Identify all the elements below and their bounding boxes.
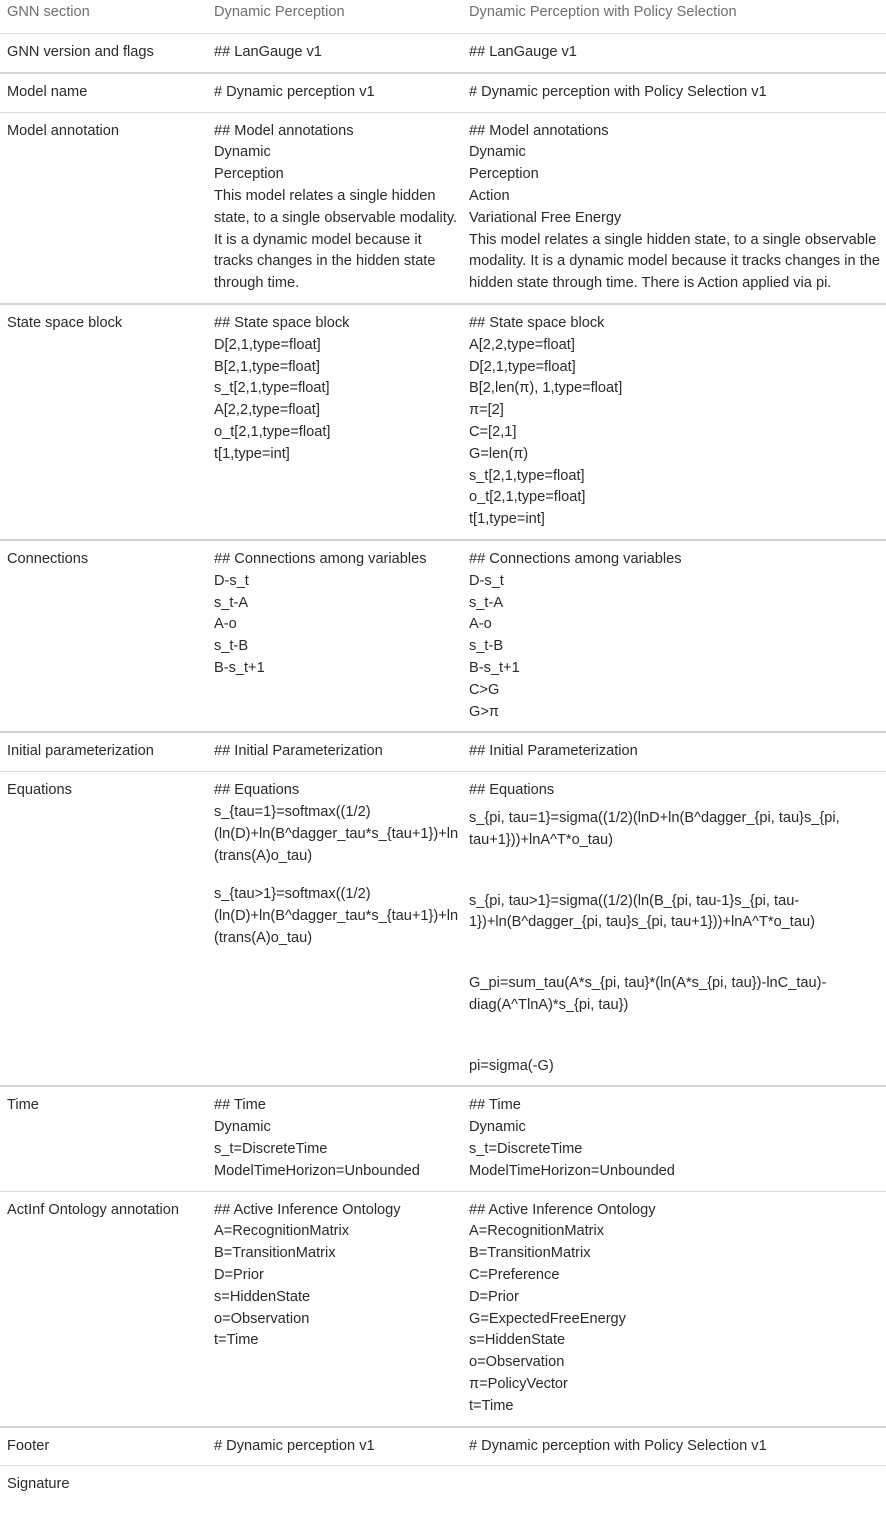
text-line: G>π bbox=[469, 703, 499, 720]
cell-dp bbox=[207, 540, 462, 732]
text-line: o=Observation bbox=[214, 1310, 310, 1327]
text-line: B=TransitionMatrix bbox=[214, 1245, 336, 1262]
text-line: ## State space block bbox=[469, 314, 605, 331]
text-line: t=Time bbox=[214, 1332, 259, 1349]
row-annotation bbox=[0, 112, 886, 304]
cell-dps bbox=[462, 304, 886, 540]
text-line: ## Active Inference Ontology bbox=[214, 1201, 401, 1218]
cell-dps bbox=[462, 1086, 886, 1191]
cell-dps: ## LanGauge v1 bbox=[469, 44, 577, 60]
cell-dp bbox=[207, 112, 462, 304]
row-connections bbox=[0, 540, 886, 732]
row-label: State space block bbox=[7, 314, 123, 331]
header-gnn-section: GNN section bbox=[7, 4, 90, 20]
cell-dps: ## Initial Parameterization bbox=[469, 743, 638, 760]
row-label: Model annotation bbox=[7, 122, 119, 139]
text-line: D=Prior bbox=[214, 1267, 264, 1284]
text-line: ## Active Inference Ontology bbox=[469, 1201, 656, 1218]
cell-dp bbox=[207, 1086, 462, 1191]
header-row bbox=[0, 0, 886, 34]
text-line: s_t-B bbox=[214, 638, 249, 655]
cell-dps bbox=[462, 112, 886, 304]
text-line: s_t-A bbox=[214, 594, 249, 611]
cell-dp: # Dynamic perception v1 bbox=[214, 83, 375, 100]
text-line: Dynamic bbox=[214, 1119, 271, 1136]
row-model-name bbox=[0, 73, 886, 112]
row-version bbox=[0, 34, 886, 73]
cell-dp: ## LanGauge v1 bbox=[214, 44, 322, 60]
text-line: Dynamic bbox=[214, 144, 271, 161]
equation: s_{pi, tau=1}=sigma((1/2)(lnD+ln(B^dagger_{pi, tau}s_{pi, tau+1}))+lnA^T*o_tau) bbox=[469, 809, 840, 848]
row-label: Equations bbox=[7, 782, 72, 799]
row-label: Connections bbox=[7, 550, 89, 567]
text-line: ## Model annotations bbox=[469, 122, 609, 139]
text-line: t=Time bbox=[469, 1397, 514, 1414]
row-label: Model name bbox=[7, 83, 88, 100]
text-line: G=len(π) bbox=[469, 445, 529, 462]
text-line: t[1,type=int] bbox=[214, 445, 290, 462]
text-line: s_t=DiscreteTime bbox=[214, 1141, 328, 1158]
text-line: ## Time bbox=[469, 1097, 521, 1114]
row-footer bbox=[0, 1427, 886, 1466]
text-line: D-s_t bbox=[214, 572, 249, 589]
text-line: A-o bbox=[469, 616, 492, 633]
text-line: ## Equations bbox=[469, 782, 555, 799]
row-label: ActInf Ontology annotation bbox=[7, 1201, 179, 1218]
text-line: t[1,type=int] bbox=[469, 511, 545, 528]
cell-dp: # Dynamic perception v1 bbox=[214, 1437, 375, 1454]
text-line: o_t[2,1,type=float] bbox=[469, 489, 586, 506]
cell-dp: ## Initial Parameterization bbox=[214, 743, 383, 760]
row-state-space bbox=[0, 304, 886, 540]
text-line: ModelTimeHorizon=Unbounded bbox=[214, 1162, 420, 1179]
header-dynamic-perception: Dynamic Perception bbox=[214, 4, 345, 20]
header-dynamic-perception-policy: Dynamic Perception with Policy Selection bbox=[469, 4, 737, 20]
text-line: D-s_t bbox=[469, 572, 504, 589]
cell-dps: # Dynamic perception with Policy Selection v1 bbox=[469, 83, 767, 100]
text-line: s_t-B bbox=[469, 638, 504, 655]
text-line: B-s_t+1 bbox=[469, 659, 520, 676]
text-line: G=ExpectedFreeEnergy bbox=[469, 1310, 626, 1327]
text-line: Perception bbox=[469, 166, 539, 183]
text-line: C>G bbox=[469, 681, 500, 698]
cell-dps bbox=[462, 1191, 886, 1426]
equation: s_{pi, tau>1}=sigma((1/2)(ln(B_{pi, tau-1}s_{pi, tau-1})+ln(B^dagger_{pi, tau}s_{pi, tau+1}))+lnA^T*o_tau) bbox=[469, 892, 815, 931]
text-line: D[2,1,type=float] bbox=[469, 358, 576, 375]
text-line: ModelTimeHorizon=Unbounded bbox=[469, 1162, 675, 1179]
spacer bbox=[469, 1017, 886, 1056]
text-line: ## Time bbox=[214, 1097, 266, 1114]
equation: s_{tau=1}=softmax((1/2)(ln(D)+ln(B^dagger_tau*s_{tau+1})+ln(trans(A)o_tau) bbox=[214, 803, 459, 864]
text-line: ## Connections among variables bbox=[214, 550, 427, 567]
text-line: s=HiddenState bbox=[469, 1332, 566, 1349]
row-initial-parameterization bbox=[0, 732, 886, 771]
text-line: π=PolicyVector bbox=[469, 1376, 568, 1393]
text-line: A=RecognitionMatrix bbox=[214, 1223, 350, 1240]
row-label: Time bbox=[7, 1097, 39, 1114]
text-line: ## Connections among variables bbox=[469, 550, 682, 567]
cell-dps bbox=[462, 1466, 886, 1504]
text-line: This model relates a single hidden state, to a single observable modality. It is a dynamic model because it tracks changes in the hidden state through time. There is Action applied via pi. bbox=[469, 231, 880, 292]
text-line: A[2,2,type=float] bbox=[469, 336, 575, 353]
row-equations bbox=[0, 772, 886, 1087]
text-line: ## Equations bbox=[214, 782, 300, 799]
text-line: D[2,1,type=float] bbox=[214, 336, 321, 353]
text-line: o=Observation bbox=[469, 1354, 565, 1371]
row-label: Initial parameterization bbox=[7, 743, 154, 760]
text-line: A[2,2,type=float] bbox=[214, 402, 320, 419]
row-signature bbox=[0, 1466, 886, 1504]
row-label: Signature bbox=[7, 1476, 70, 1493]
text-line: B[2,1,type=float] bbox=[214, 358, 320, 375]
text-line: o_t[2,1,type=float] bbox=[214, 423, 331, 440]
text-line: C=[2,1] bbox=[469, 423, 517, 440]
equation: G_pi=sum_tau(A*s_{pi, tau}*(ln(A*s_{pi, tau})-lnC_tau)-diag(A^TlnA)*s_{pi, tau}) bbox=[469, 975, 827, 1013]
text-line: ## State space block bbox=[214, 314, 350, 331]
row-time bbox=[0, 1086, 886, 1191]
row-label: GNN version and flags bbox=[7, 44, 154, 60]
text-line: Dynamic bbox=[469, 1119, 526, 1136]
row-ontology bbox=[0, 1191, 886, 1426]
text-line: B-s_t+1 bbox=[214, 659, 265, 676]
cell-dp bbox=[207, 1191, 462, 1426]
cell-dps: # Dynamic perception with Policy Selection v1 bbox=[469, 1437, 767, 1454]
text-line: A-o bbox=[214, 616, 237, 633]
cell-dp bbox=[207, 304, 462, 540]
text-line: D=Prior bbox=[469, 1288, 519, 1305]
spacer bbox=[469, 852, 886, 891]
text-line: π=[2] bbox=[469, 402, 504, 419]
row-label: Footer bbox=[7, 1437, 50, 1454]
equation: s_{tau>1}=softmax((1/2)(ln(D)+ln(B^dagger_tau*s_{tau+1})+ln(trans(A)o_tau) bbox=[214, 886, 459, 946]
text-line: This model relates a single hidden state, to a single observable modality. It is a dynamic model because it tracks changes in the hidden state through time. bbox=[214, 187, 458, 292]
text-line: B=TransitionMatrix bbox=[469, 1245, 591, 1262]
equation: pi=sigma(-G) bbox=[469, 1057, 554, 1074]
spacer bbox=[469, 934, 886, 973]
cell-dp bbox=[207, 772, 462, 1087]
text-line: s_t[2,1,type=float] bbox=[214, 380, 330, 397]
text-line: s=HiddenState bbox=[214, 1288, 311, 1305]
text-line: Variational Free Energy bbox=[469, 209, 622, 226]
text-line: s_t=DiscreteTime bbox=[469, 1141, 583, 1158]
text-line: C=Preference bbox=[469, 1267, 560, 1284]
text-line: ## Model annotations bbox=[214, 122, 354, 139]
text-line: Perception bbox=[214, 166, 284, 183]
spacer bbox=[214, 867, 462, 884]
text-line: B[2,len(π), 1,type=float] bbox=[469, 380, 623, 397]
text-line: Action bbox=[469, 187, 510, 204]
cell-dps bbox=[462, 772, 886, 1087]
text-line: Dynamic bbox=[469, 144, 526, 161]
text-line: s_t-A bbox=[469, 594, 504, 611]
cell-dps bbox=[462, 540, 886, 732]
cell-dp bbox=[207, 1466, 462, 1504]
text-line: s_t[2,1,type=float] bbox=[469, 467, 585, 484]
text-line: A=RecognitionMatrix bbox=[469, 1223, 605, 1240]
